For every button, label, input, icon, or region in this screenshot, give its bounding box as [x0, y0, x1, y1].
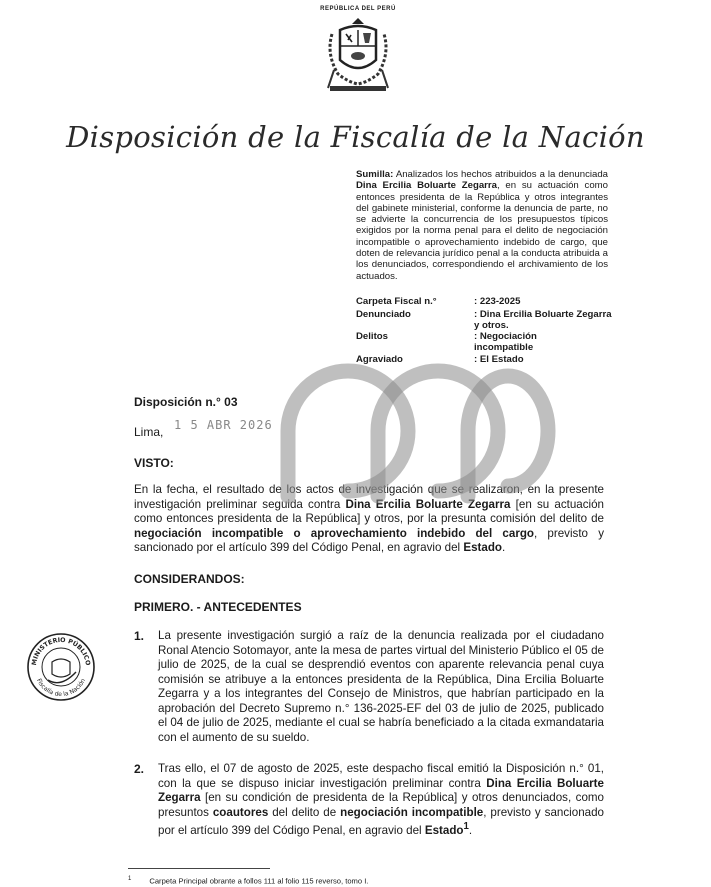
item-victim: Estado — [424, 823, 464, 837]
case-info-label: Carpeta Fiscal n.° — [356, 296, 437, 307]
item-paragraph — [158, 762, 604, 838]
visto-crime: negociación incompatible o aprovechamiento indebido del cargo — [134, 526, 534, 540]
date-stamp: 1 5 ABR 2026 — [174, 418, 273, 432]
visto-text: En la fecha, el resultado de los actos de investigación que se realizaron, en la presente investigación preliminar seguida contra — [134, 483, 604, 511]
footnote-divider — [128, 868, 270, 869]
sumilla-block — [356, 169, 608, 282]
considerandos-heading: CONSIDERANDOS: — [134, 572, 245, 586]
case-info-value: : Negociación incompatible — [474, 331, 537, 353]
sumilla-text-2: , en su actuación como entonces presidenta de la República y otros integrantes del gabinete ministerial, conforme la denuncia de parte, no se advierte la concurrencia de los presupuestos típicos exigidos por la norma penal para el delito de negociación incompatible o aprovechamiento indebido de cargo, que doten de relevancia jurídico penal a la conducta atribuida a los denunciados, correspondiendo el archivamiento de los actuados. — [356, 180, 608, 282]
item-text: del delito de — [268, 805, 341, 819]
footnote-ref: 1 — [463, 821, 469, 832]
item-text: . — [468, 823, 473, 837]
emblem-caption: REPÚBLICA DEL PERÚ — [320, 6, 396, 12]
footnote-text: Carpeta Principal obrante a follos 111 al folio 115 reverso, tomo I. — [149, 876, 369, 886]
ministerio-publico-seal-icon — [26, 632, 96, 702]
place-label: Lima, — [134, 425, 164, 439]
primero-heading: PRIMERO. - ANTECEDENTES — [134, 600, 302, 614]
case-info-value: : El Estado — [474, 354, 524, 365]
item-number: 1. — [134, 629, 145, 643]
visto-text: [en su actuación como entonces presidenta de la República] y otros, por la presunta comisión del delito de — [134, 497, 604, 525]
sumilla-text-1: Analizados los hechos atribuidos a la denunciada — [395, 169, 609, 180]
item-text: [en su condición de presidenta de la República] y otros denunciados, como presuntos — [158, 791, 604, 819]
sumilla-name: Dina Ercilia Boluarte Zegarra — [356, 180, 497, 192]
disposition-number: Disposición n.° 03 — [134, 395, 238, 409]
case-info-label: Delitos — [356, 331, 388, 342]
document-title: Disposición de la Fiscalía de la Nación — [66, 120, 645, 154]
case-info-value: : Dina Ercilia Boluarte Zegarra y otros. — [474, 309, 612, 331]
item-text: , previsto y sancionado por el artículo 399 del Código Penal, en agravio del — [158, 805, 604, 837]
item-crime: negociación incompatible — [340, 805, 484, 819]
item-name: Dina Ercilia Boluarte Zegarra — [158, 776, 604, 804]
footnote — [128, 876, 368, 886]
visto-paragraph — [134, 483, 604, 556]
visto-text: , previsto y sancionado por el artículo 399 del Código Penal, en agravio del — [134, 526, 604, 554]
visto-heading: VISTO: — [134, 456, 174, 470]
item-number: 2. — [134, 762, 145, 776]
peru-coat-of-arms-icon — [318, 4, 398, 104]
case-info-label: Denunciado — [356, 309, 411, 320]
footnote-number: 1 — [128, 876, 132, 882]
item-role: coautores — [212, 805, 269, 819]
visto-name: Dina Ercilia Boluarte Zegarra — [345, 497, 511, 511]
case-info-label: Agraviado — [356, 354, 403, 365]
visto-text: . — [502, 541, 506, 554]
sumilla-label: Sumilla: — [356, 169, 394, 180]
seal-bottom-text: Fiscalía de la Nación — [35, 677, 87, 699]
item-text: Tras ello, el 07 de agosto de 2025, este despacho fiscal emitió la Disposición n.° 01, con la que se dispuso iniciar investigación preliminar contra — [158, 762, 604, 790]
visto-victim: Estado — [463, 541, 503, 554]
case-info-value: : 223-2025 — [474, 296, 521, 307]
seal-top-text: MINISTERIO PÚBLICO — [30, 636, 92, 666]
item-paragraph: La presente investigación surgió a raíz de la denuncia realizada por el ciudadano Ronal Atencio Sotomayor, ante la mesa de partes virtual del Ministerio Público el 05 de julio de 2025, de la cual se desprendió eventos con aparente relevancia penal cuya comisión se atribuye a la entonces presidenta de la República, Dina Ercilia Boluarte Zegarra y a los integrantes del Consejo de Ministros, que habrían participado en la aprobación del Decreto Supremo n.° 136-2025-EF del 03 de julio de 2025, publicado el 04 de julio de 2025, mediante el cual se habría beneficiado a la citada exmandataria con el aumento de su sueldo. — [158, 629, 604, 744]
